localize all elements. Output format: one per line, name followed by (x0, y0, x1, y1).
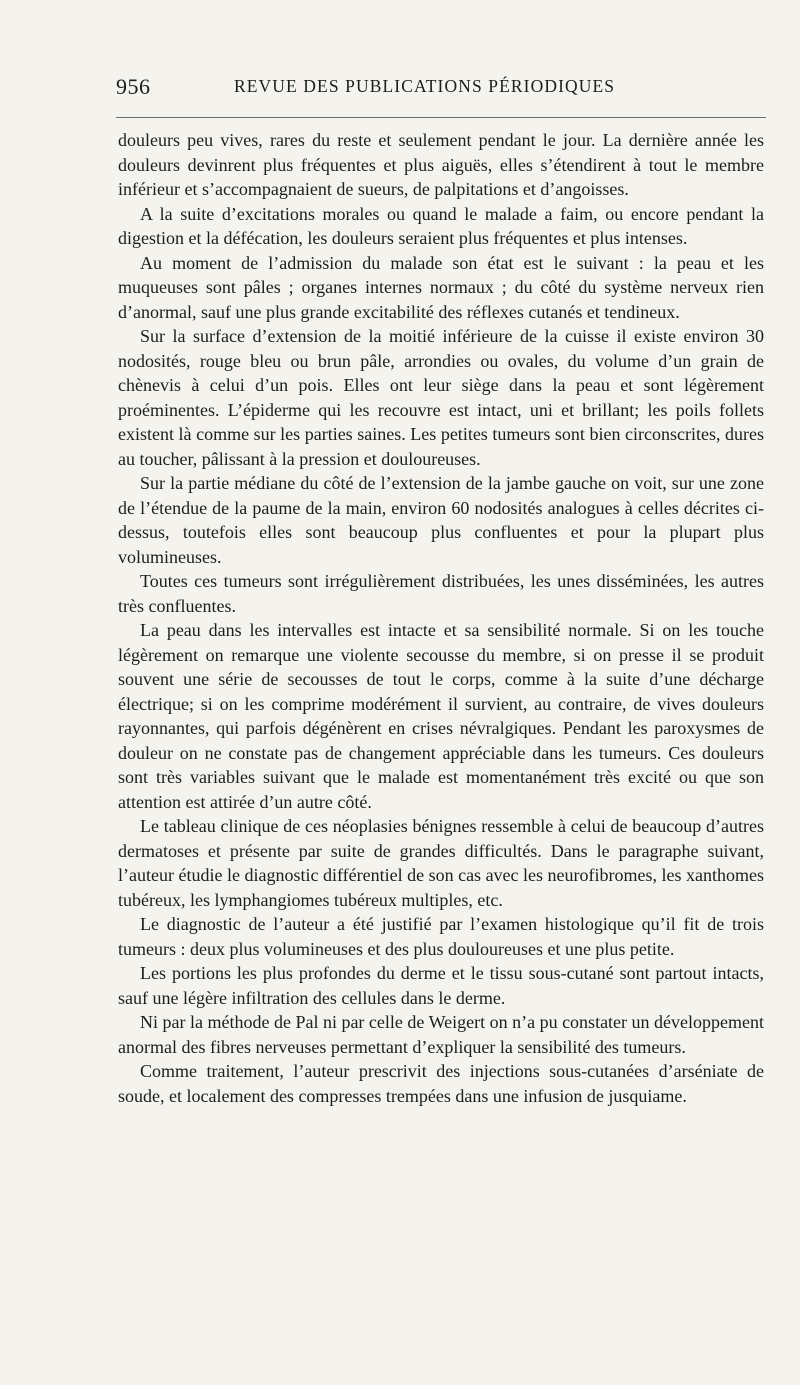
paragraph-continued: douleurs peu vives, rares du reste et seulement pendant le jour. La dernière année les douleurs devinrent plus fréquentes et plus aiguës, elles s’étendirent à tout le membre inférieur et s’accompagnaient de sueurs, de palpitations et d’angoisses. (118, 130, 764, 199)
paragraph: Le diagnostic de l’auteur a été justifié par l’examen histologique qu’il fit de trois tumeurs : deux plus volumineuses et des plus douloureuses et une plus petite. (118, 914, 764, 959)
paragraph: Le tableau clinique de ces néoplasies bénignes ressemble à celui de beaucoup d’autres dermatoses et présente par suite de grandes difficultés. Dans le paragraphe suivant, l’auteur étudie le diagnostic différentiel de son cas avec les neurofibromes, les xanthomes tubéreux, les lymphangiomes tubéreux multiples, etc. (118, 816, 764, 910)
paragraph: Comme traitement, l’auteur prescrivit des injections sous-cutanées d’arséniate de soude, et localement des compresses trempées dans une infusion de jusquiame. (118, 1061, 764, 1106)
paragraph: Toutes ces tumeurs sont irrégulièrement distribuées, les unes disséminées, les autres très confluentes. (118, 571, 764, 616)
article-body (118, 128, 764, 1108)
paragraph: Sur la surface d’extension de la moitié inférieure de la cuisse il existe environ 30 nodosités, rouge bleu ou brun pâle, arrondies ou ovales, du volume d’un grain de chènevis à celui d’un pois. Elles ont leur siège dans la peau et sont légèrement proéminentes. L’épiderme qui les recouvre est intact, uni et brillant; les poils follets existent là comme sur les parties saines. Les petites tumeurs sont bien circonscrites, dures au toucher, pâlissant à la pression et douloureuses. (118, 326, 764, 469)
page-number: 956 (116, 74, 151, 99)
paragraph: La peau dans les intervalles est intacte et sa sensibilité normale. Si on les touche légèrement on remarque une violente secousse du membre, si on presse il se produit souvent une série de secousses de tout le corps, comme à la suite d’une décharge électrique; si on les comprime modérément il survient, au contraire, de vives douleurs rayonnantes, qui parfois dégénèrent en crises névralgiques. Pendant les paroxysmes de douleur on ne constate pas de changement appréciable dans les tumeurs. Ces douleurs sont très variables suivant que le malade est momentanément très excité ou que son attention est attirée d’un autre côté. (118, 620, 764, 812)
paragraph: Ni par la méthode de Pal ni par celle de Weigert on n’a pu constater un développement anormal des fibres nerveuses permettant d’expliquer la sensibilité des tumeurs. (118, 1012, 764, 1057)
paragraph: Les portions les plus profondes du derme et le tissu sous-cutané sont partout intacts, sauf une légère infiltration des cellules dans le derme. (118, 963, 764, 1008)
paragraph: Au moment de l’admission du malade son état est le suivant : la peau et les muqueuses sont pâles ; organes internes normaux ; du côté du système nerveux rien d’anormal, sauf une plus grande excitabilité des réflexes cutanés et tendineux. (118, 252, 764, 322)
paragraph: A la suite d’excitations morales ou quand le malade a faim, ou encore pendant la digestion et la défécation, les douleurs seraient plus fréquentes et plus intenses. (118, 203, 764, 248)
running-title: REVUE DES PUBLICATIONS PÉRIODIQUES (234, 76, 616, 96)
paragraph: Sur la partie médiane du côté de l’extension de la jambe gauche on voit, sur une zone de l’étendue de la paume de la main, environ 60 nodosités analogues à celles décrites ci-dessus, toutefois elles sont beaucoup plus confluentes et pour la plupart plus volumineuses. (118, 473, 764, 567)
page-header (116, 74, 766, 104)
header-rule (116, 117, 766, 118)
